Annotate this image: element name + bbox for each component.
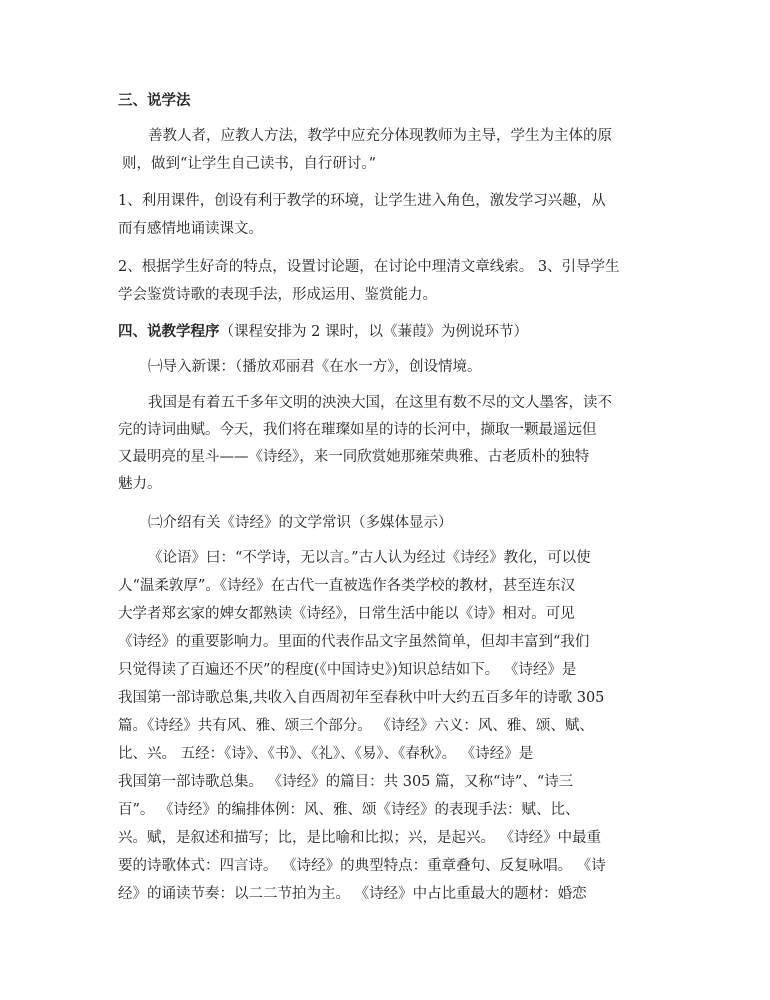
section-4-heading xyxy=(118,322,770,342)
list-item-2-line: 学会鉴赏诗歌的表现手法，形成运用、鉴赏能力。 xyxy=(118,287,437,303)
list-item-2-line: 2、根据学生好奇的特点，设置讨论题，在讨论中理清文章线索。 3、引导学生 xyxy=(118,259,620,275)
paragraph-line: 善教人者，应教人方法，教学中应充分体现教师为主导，学生为主体的原 xyxy=(148,128,612,144)
paragraph-line: 要的诗歌体式：四言诗。 《诗经》的典型特点：重章叠句、反复咏唱。 《诗 xyxy=(118,858,606,874)
paragraph-line: 经》的诵读节奏：以二二节拍为主。 《诗经》中占比重最大的题材：婚恋 xyxy=(118,886,587,902)
paragraph-line: 比、兴。 五经：《诗》、《书》、《礼》、《易》、《春秋》。 《诗经》是 xyxy=(118,746,534,762)
paragraph-line: 完的诗词曲赋。今天，我们将在璀璨如星的诗的长河中，撷取一颗最遥远但 xyxy=(118,422,597,438)
paragraph-line: 百”。 《诗经》的编排体例：风、雅、颂《诗经》的表现手法：赋、比、 xyxy=(118,802,580,818)
paragraph-line: 篇。《诗经》共有风、雅、颂三个部分。 《诗经》六义：风、雅、颂、赋、 xyxy=(118,718,594,734)
paragraph-line: 我国是有着五千多年文明的泱泱大国，在这里有数不尽的文人墨客，读不 xyxy=(148,395,612,411)
paragraph-line: 则，做到“让学生自己读书，自行研讨。” xyxy=(122,156,377,172)
paragraph-line: 我国第一部诗歌总集。 《诗经》的篇目：共 305 篇，又称“诗”、“诗三 xyxy=(118,774,574,790)
paragraph-line: 《诗经》的重要影响力。里面的代表作品文字虽然简单，但却丰富到“我们 xyxy=(118,634,590,650)
section-3-heading: 三、说学法 xyxy=(118,92,191,109)
paragraph-line: 《论语》曰：“不学诗，无以言。”古人认为经过《诗经》教化，可以使 xyxy=(148,550,591,566)
paragraph-line: 又最明亮的星斗——《诗经》，来一同欣赏她那雍荣典雅、古老质朴的独特 xyxy=(118,449,590,465)
list-item-1-line: 1、利用课件，创设有利于教学的环境，让学生进入角色，激发学习兴趣，从 xyxy=(118,193,606,209)
section-4-heading-title: 四、说教学程序 xyxy=(118,323,220,340)
list-item-1-line: 而有感情地诵读课文。 xyxy=(118,221,263,237)
paragraph-line: 我国第一部诗歌总集,共收入自西周初年至春秋中叶大约五百多年的诗歌 305 xyxy=(118,690,605,706)
paragraph-line: 兴。赋，是叙述和描写；比，是比喻和比拟；兴，是起兴。 《诗经》中最重 xyxy=(118,830,602,846)
step-1-title: ㈠导入新课：（播放邓丽君《在水一方》，创设情境。 xyxy=(148,359,482,375)
paragraph-line: 大学者郑玄家的婢女都熟读《诗经》，日常生活中能以《诗》相对。可见 xyxy=(118,606,575,622)
paragraph-line: 人“温柔敦厚”。《诗经》在古代一直被选作各类学校的教材，甚至连东汉 xyxy=(118,578,576,594)
paragraph-line: 魅力。 xyxy=(118,476,162,492)
step-2-title: ㈡介绍有关《诗经》的文学常识（多媒体显示） xyxy=(148,515,453,531)
paragraph-line: 只觉得读了百遍还不厌”的程度(《中国诗史》)知识总结如下。 《诗经》是 xyxy=(118,662,577,678)
section-4-heading-note: （课程安排为 2 课时，以《蒹葭》为例说环节） xyxy=(219,324,528,340)
